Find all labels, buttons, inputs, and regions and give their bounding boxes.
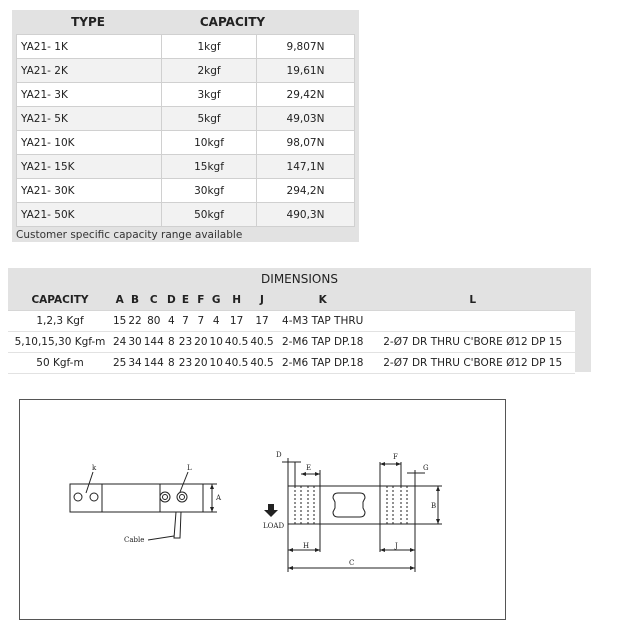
dimensions-cell: 7 — [178, 311, 193, 332]
capacity-row — [17, 203, 355, 227]
hidden-holes-left — [295, 486, 407, 524]
label-b: B — [431, 502, 437, 510]
dimensions-cell: 2-M6 TAP DP.18 — [275, 332, 371, 353]
dimensions-header-cell: L — [371, 290, 575, 311]
dimensions-cell: 2-Ø7 DR THRU C'BORE Ø12 DP 15 — [371, 353, 575, 374]
kgf-cell: 3kgf — [162, 83, 257, 107]
hole-l1-inner — [163, 495, 168, 500]
dimensions-cell: 4-M3 TAP THRU — [275, 311, 371, 332]
capacity-note: Customer specific capacity range available — [16, 229, 243, 241]
kgf-cell: 15kgf — [162, 155, 257, 179]
type-cell: YA21- 50K — [17, 203, 162, 227]
type-cell: YA21- 2K — [17, 59, 162, 83]
dimensions-header-cell: B — [127, 290, 142, 311]
dimensions-cell: 25 — [112, 353, 127, 374]
newton-cell: 9,807N — [257, 35, 355, 59]
label-d: D — [276, 451, 282, 459]
newton-cell: 19,61N — [257, 59, 355, 83]
cable-leader — [148, 536, 174, 540]
capacity-row — [17, 107, 355, 131]
dimensions-cell: 10 — [209, 332, 224, 353]
dimensions-cell: 40.5 — [224, 353, 249, 374]
header-type: TYPE — [71, 15, 105, 29]
dimensions-cell: 30 — [127, 332, 142, 353]
dimensions-cell: 2-M6 TAP DP.18 — [275, 353, 371, 374]
dimensions-cell: 144 — [143, 332, 165, 353]
type-cell: YA21- 1K — [17, 35, 162, 59]
label-load: LOAD — [263, 522, 285, 530]
capacity-row — [17, 179, 355, 203]
type-cell: YA21- 5K — [17, 107, 162, 131]
dimensions-cell: 17 — [224, 311, 249, 332]
type-cell: YA21- 3K — [17, 83, 162, 107]
kgf-cell: 5kgf — [162, 107, 257, 131]
dimensions-row — [8, 311, 575, 332]
dimensions-header-cell: C — [143, 290, 165, 311]
label-c: C — [349, 559, 355, 567]
arrow-heads — [210, 462, 440, 570]
dimensions-cell: 4 — [165, 311, 178, 332]
dimensions-cell: 10 — [209, 353, 224, 374]
hole-l2-outer — [177, 492, 187, 502]
dimensions-header-cell: K — [275, 290, 371, 311]
label-a: A — [216, 494, 222, 502]
label-j: J — [395, 542, 398, 550]
kgf-cell: 2kgf — [162, 59, 257, 83]
kgf-cell: 1kgf — [162, 35, 257, 59]
dimensions-cell: 8 — [165, 353, 178, 374]
capacity-table-panel — [12, 10, 359, 242]
header-capacity: CAPACITY — [199, 15, 266, 29]
capacity-row — [17, 83, 355, 107]
newton-cell: 49,03N — [257, 107, 355, 131]
dimensions-row — [8, 332, 575, 353]
dimensions-cell: 40.5 — [249, 332, 274, 353]
dimensions-cell: 24 — [112, 332, 127, 353]
hole-k1 — [74, 493, 82, 501]
dimensions-cell: 7 — [193, 311, 208, 332]
type-cell: YA21- 30K — [17, 179, 162, 203]
dimensions-header-row — [8, 290, 575, 311]
cable — [174, 512, 181, 538]
capacity-row — [17, 59, 355, 83]
hole-k2 — [90, 493, 98, 501]
leader-l — [180, 472, 188, 492]
dimensions-table-panel — [8, 268, 591, 372]
capacity-row — [17, 35, 355, 59]
newton-cell: 147,1N — [257, 155, 355, 179]
label-k: k — [92, 464, 97, 472]
dimensions-title: DIMENSIONS — [261, 272, 338, 286]
dimensions-header-cell: H — [224, 290, 249, 311]
kgf-cell: 10kgf — [162, 131, 257, 155]
technical-drawing — [19, 399, 506, 620]
dimensions-cell: 8 — [165, 332, 178, 353]
dimensions-header-cell: A — [112, 290, 127, 311]
dimensions-header-cell: G — [209, 290, 224, 311]
dimensions-header-cell: E — [178, 290, 193, 311]
label-h: H — [303, 542, 310, 550]
dimensions-cell: 34 — [127, 353, 142, 374]
dimensions-cell: 144 — [143, 353, 165, 374]
newton-cell: 98,07N — [257, 131, 355, 155]
label-e: E — [306, 464, 312, 472]
dimensions-header-cell: D — [165, 290, 178, 311]
dimensions-cell: 23 — [178, 332, 193, 353]
kgf-cell: 50kgf — [162, 203, 257, 227]
dimensions-header-cell: F — [193, 290, 208, 311]
dimensions-cell: 40.5 — [224, 332, 249, 353]
dimensions-cell: 50 Kgf-m — [8, 353, 112, 374]
dimensions-row — [8, 353, 575, 374]
dimensions-cell: 15 — [112, 311, 127, 332]
dimensions-cell: 4 — [209, 311, 224, 332]
dimensions-cell: 40.5 — [249, 353, 274, 374]
capacity-table — [16, 34, 355, 227]
front-view-body — [288, 486, 415, 524]
label-l: L — [187, 464, 192, 472]
dimensions-cell: 80 — [143, 311, 165, 332]
dimensions-header-cell: CAPACITY — [8, 290, 112, 311]
label-cable: Cable — [124, 536, 145, 544]
drawing-svg — [20, 400, 507, 621]
label-g: G — [423, 464, 429, 472]
dimensions-table — [8, 290, 575, 374]
dimensions-cell: 20 — [193, 332, 208, 353]
capacity-row — [17, 155, 355, 179]
dimensions-cell: 2-Ø7 DR THRU C'BORE Ø12 DP 15 — [371, 332, 575, 353]
type-cell: YA21- 15K — [17, 155, 162, 179]
load-arrow-icon — [264, 504, 278, 517]
dimensions-cell: 5,10,15,30 Kgf-m — [8, 332, 112, 353]
hole-l2-inner — [180, 495, 185, 500]
capacity-table-header — [16, 10, 355, 34]
front-view-cutout — [333, 493, 365, 517]
dimensions-cell: 17 — [249, 311, 274, 332]
dimensions-cell: 20 — [193, 353, 208, 374]
hole-l1-outer — [160, 492, 170, 502]
newton-cell: 294,2N — [257, 179, 355, 203]
newton-cell: 29,42N — [257, 83, 355, 107]
dimensions-cell — [371, 311, 575, 332]
label-f: F — [393, 453, 398, 461]
leader-k — [86, 472, 93, 493]
type-cell: YA21- 10K — [17, 131, 162, 155]
dimensions-header-cell: J — [249, 290, 274, 311]
kgf-cell: 30kgf — [162, 179, 257, 203]
dimensions-cell: 22 — [127, 311, 142, 332]
dimensions-cell: 1,2,3 Kgf — [8, 311, 112, 332]
capacity-row — [17, 131, 355, 155]
dimensions-cell: 23 — [178, 353, 193, 374]
newton-cell: 490,3N — [257, 203, 355, 227]
